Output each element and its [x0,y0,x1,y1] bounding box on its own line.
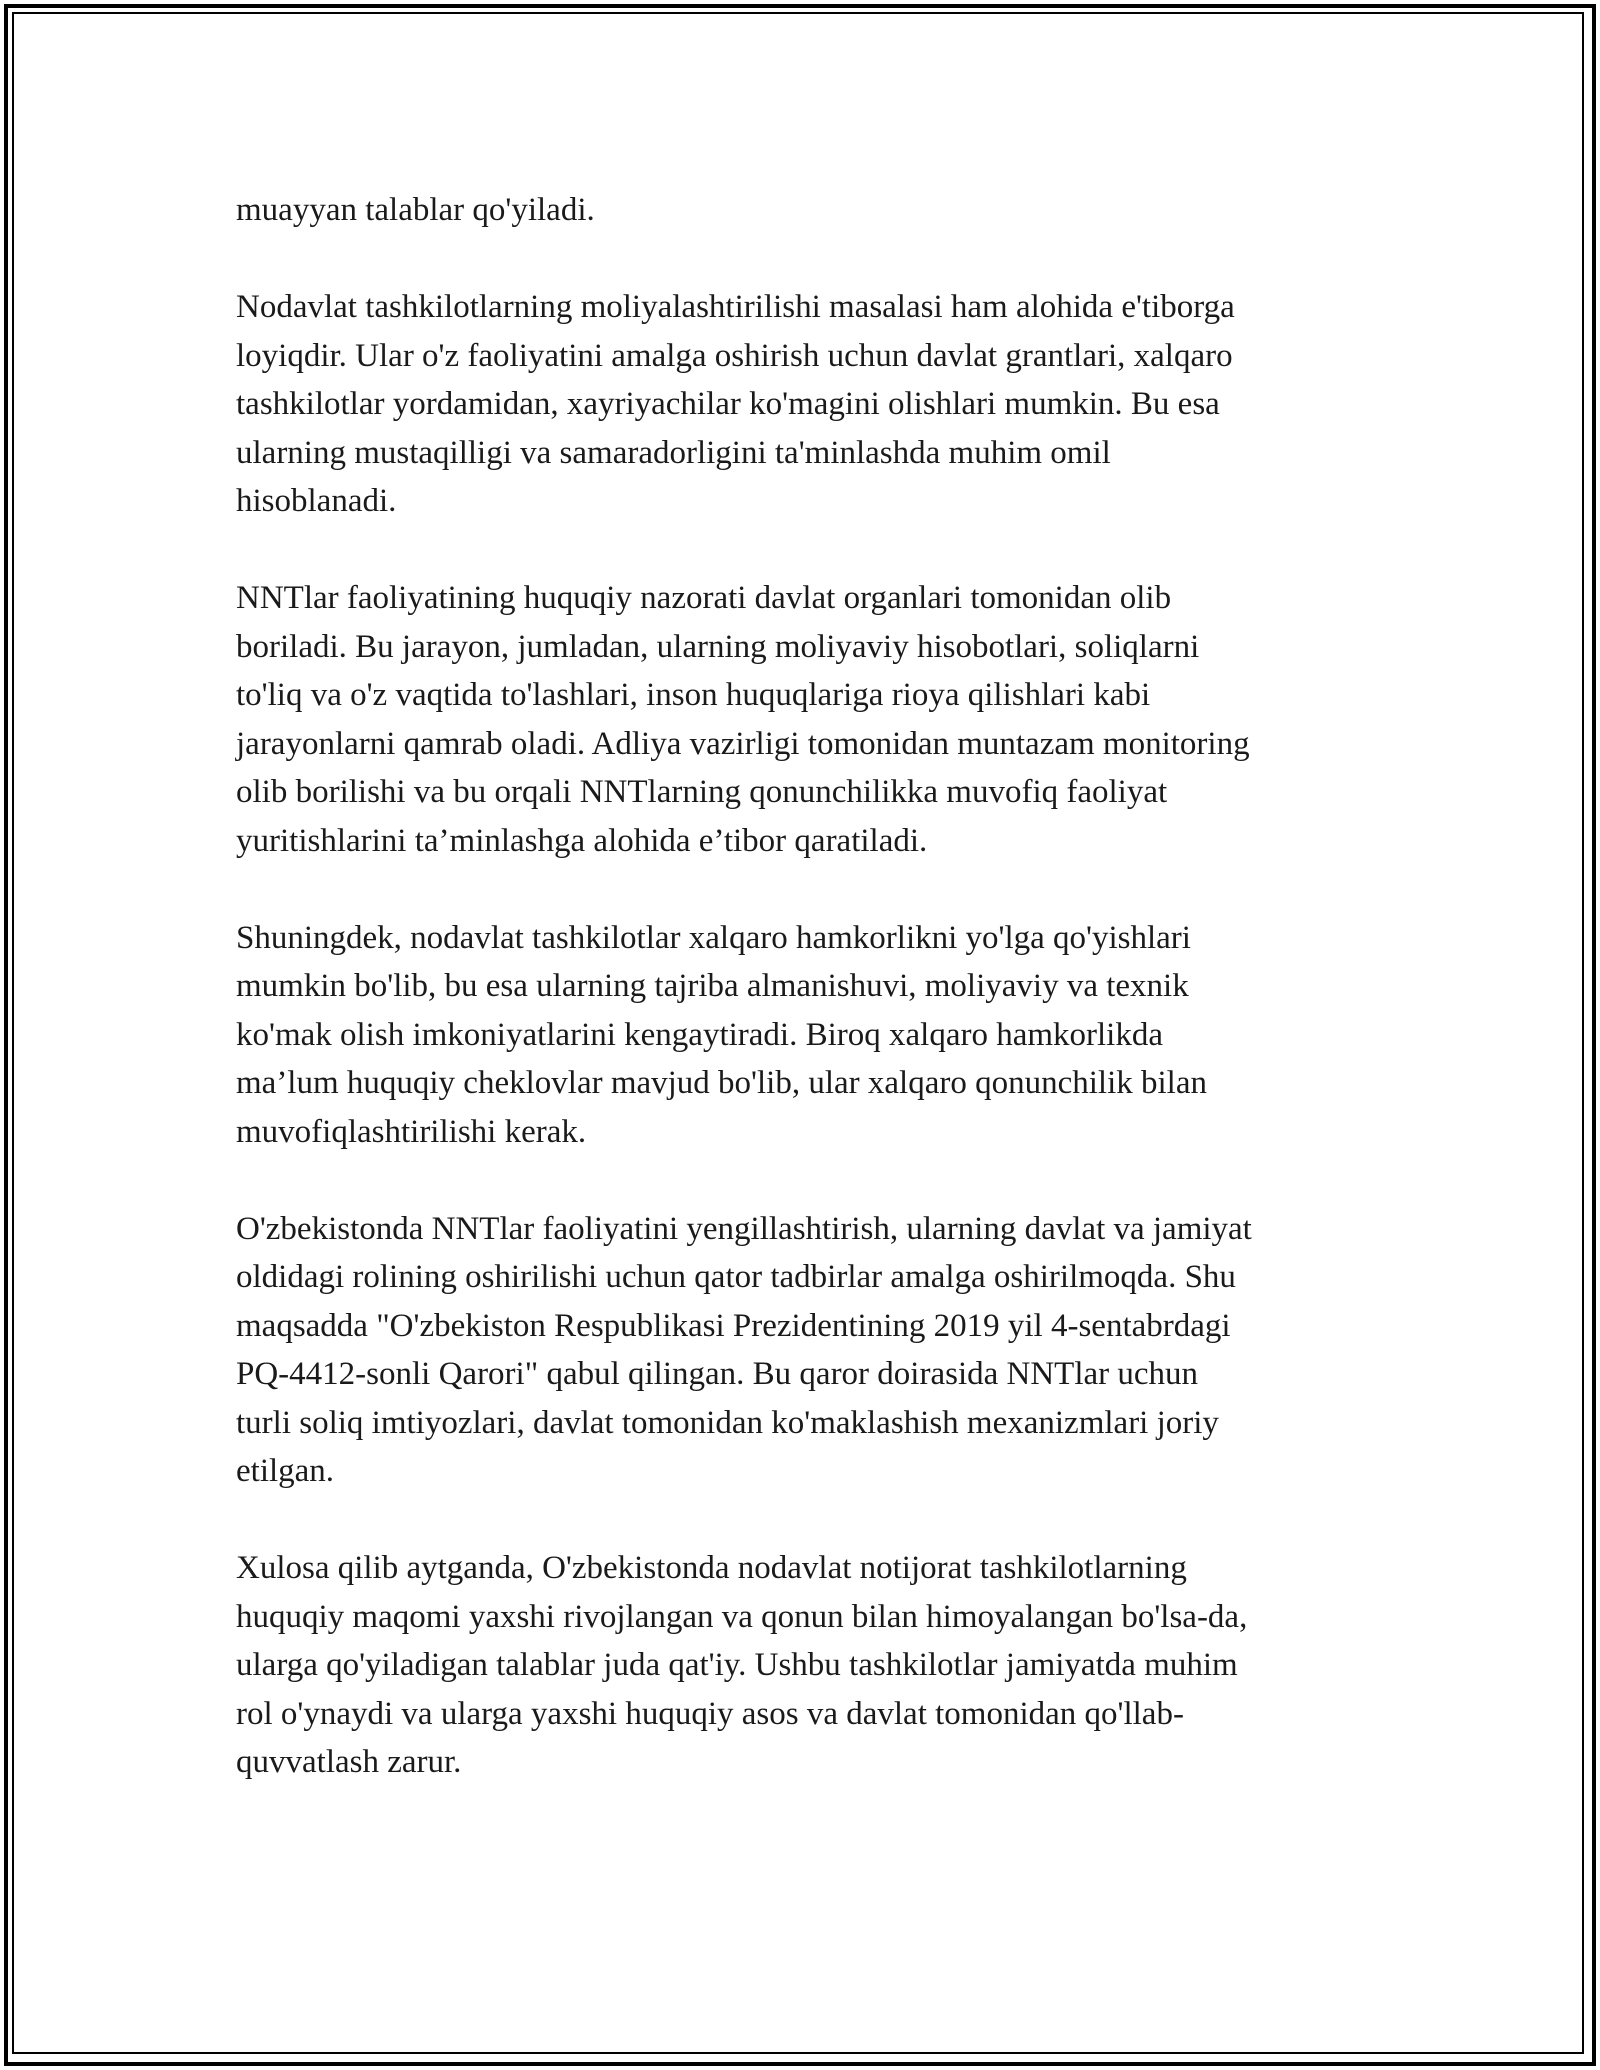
text-line: to'liq va o'z vaqtida to'lashlari, inson huquqlariga rioya qilishlari kabi [236,677,1151,713]
text-line: hisoblanadi. [236,483,397,519]
text-line: muvofiqlashtirilishi kerak. [236,1113,587,1150]
paragraph-6 [236,1544,1376,1787]
paragraph-1 [236,186,1376,235]
text-line: turli soliq imtiyozlari, davlat tomonidan ko'maklashish mexanizmlari joriy [236,1404,1219,1441]
text-line: ularning mustaqilligi va samaradorligini ta'minlashda muhim omil [236,434,1111,471]
text-line: jarayonlarni qamrab oladi. Adliya vazirligi tomonidan muntazam monitoring [236,725,1250,762]
text-line: rol o'ynaydi va ularga yaxshi huquqiy asos va davlat tomonidan qo'llab- [236,1695,1184,1732]
text-line: etilgan. [236,1453,335,1489]
text-line: olib borilishi va bu orqali NNTlarning qonunchilikka muvofiq faoliyat [236,774,1168,810]
text-line: boriladi. Bu jarayon, jumladan, ularning moliyaviy hisobotlari, soliqlarni [236,628,1200,665]
text-line: mumkin bo'lib, bu esa ularning tajriba almanishuvi, moliyaviy va texnik [236,968,1189,1004]
paragraph-2 [236,283,1376,526]
paragraph-4 [236,914,1376,1157]
text-line: O'zbekistonda NNTlar faoliyatini yengillashtirish, ularning davlat va jamiyat [236,1210,1252,1247]
text-line: loyiqdir. Ular o'z faoliyatini amalga oshirish uchun davlat grantlari, xalqaro [236,337,1233,374]
paragraph-5 [236,1205,1376,1496]
text-line: ularga qo'yiladigan talablar juda qat'iy. Ushbu tashkilotlar jamiyatda muhim [236,1647,1238,1683]
text-line: oldidagi rolining oshirilishi uchun qator tadbirlar amalga oshirilmoqda. Shu [236,1259,1236,1295]
document-body [236,186,1376,1835]
text-line: ko'mak olish imkoniyatlarini kengaytiradi. Biroq xalqaro hamkorlikda [236,1016,1163,1053]
text-line: muayyan talablar qo'yiladi. [236,192,595,228]
text-line: NNTlar faoliyatining huquqiy nazorati davlat organlari tomonidan olib [236,580,1172,616]
text-line: Shuningdek, nodavlat tashkilotlar xalqaro hamkorlikni yo'lga qo'yishlari [236,919,1191,956]
text-line: huquqiy maqomi yaxshi rivojlangan va qonun bilan himoyalangan bo'lsa-da, [236,1598,1248,1635]
text-line: ma’lum huquqiy cheklovlar mavjud bo'lib, ular xalqaro qonunchilik bilan [236,1065,1207,1101]
text-line: Nodavlat tashkilotlarning moliyalashtirilishi masalasi ham alohida e'tiborga [236,289,1235,325]
text-line: tashkilotlar yordamidan, xayriyachilar ko'magini olishlari mumkin. Bu esa [236,386,1220,422]
text-line: yuritishlarini ta’minlashga alohida e’tibor qaratiladi. [236,822,928,859]
text-line: Xulosa qilib aytganda, O'zbekistonda nodavlat notijorat tashkilotlarning [236,1550,1187,1586]
paragraph-3 [236,574,1376,865]
text-line: maqsadda "O'zbekiston Respublikasi Prezidentining 2019 yil 4-sentabrdagi [236,1307,1231,1344]
text-line: quvvatlash zarur. [236,1744,462,1780]
text-line: PQ-4412-sonli Qarori" qabul qilingan. Bu qaror doirasida NNTlar uchun [236,1356,1199,1392]
